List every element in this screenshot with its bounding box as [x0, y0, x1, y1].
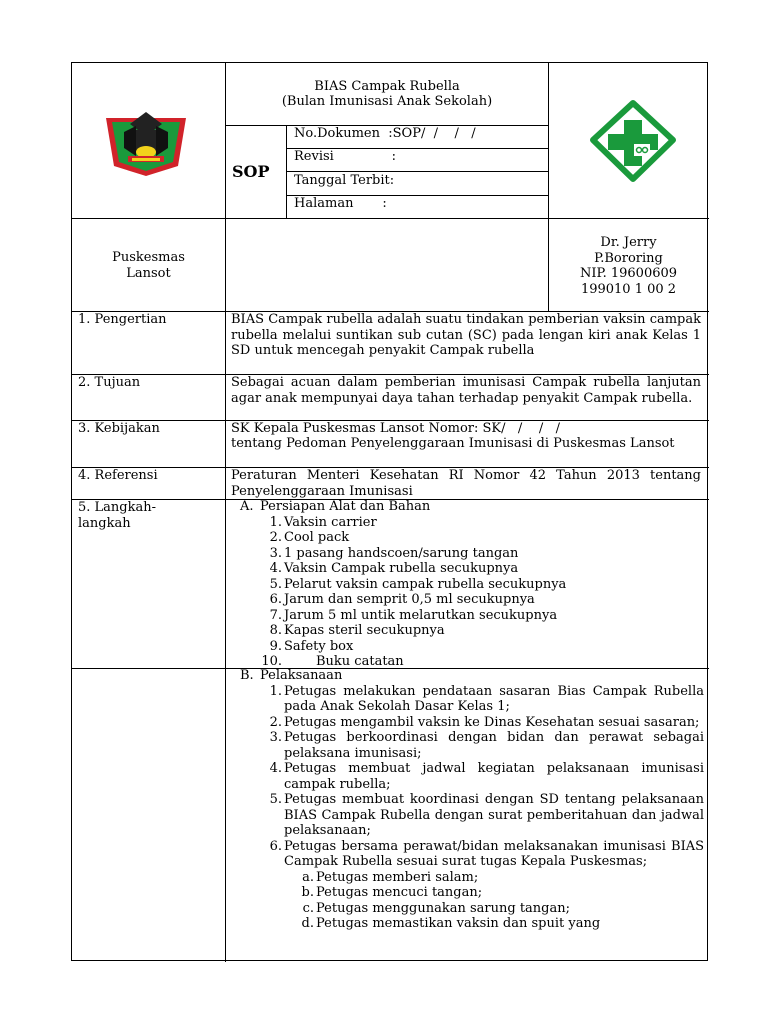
- persiapan-item-text: Buku catatan: [316, 654, 404, 669]
- pelaksanaan-substep-text: Petugas memastikan vaksin dan spuit yang: [316, 916, 601, 931]
- puskesmas-location: Lansot: [126, 266, 171, 281]
- pelaksanaan-step: [226, 761, 704, 792]
- doc-subtitle: (Bulan Imunisasi Anak Sekolah): [281, 94, 493, 109]
- persiapan-item: [226, 577, 704, 593]
- persiapan-item-number: 9.: [269, 638, 282, 654]
- pelaksanaan-substep-number: c.: [302, 900, 314, 916]
- pelaksanaan-step-text: Petugas membuat koordinasi dengan SD tentang pelaksanaan BIAS Campak Rubella dengan surat pemberitahuan dan jadwal pelaksanaan;: [284, 792, 704, 838]
- persiapan-item-number: 3.: [269, 545, 282, 561]
- pelaksanaan-step-text: Petugas berkoordinasi dengan bidan dan perawat sebagai pelaksana imunisasi;: [284, 730, 704, 761]
- persiapan-item: [226, 623, 704, 639]
- signer-nip: NIP. 19600609: [579, 266, 678, 281]
- langkah-label-cont: langkah: [78, 515, 131, 531]
- pelaksanaan-substep: [226, 870, 704, 886]
- persiapan-item-number: 4.: [269, 561, 282, 576]
- pelaksanaan-substep: [226, 901, 704, 917]
- pelaksanaan-substep-text: Petugas mencuci tangan;: [316, 885, 483, 900]
- persiapan-item-text: Vaksin Campak rubella secukupnya: [284, 561, 519, 576]
- pelaksanaan-step-number: 1.: [269, 683, 282, 699]
- persiapan-item-text: Jarum dan semprit 0,5 ml secukupnya: [284, 592, 535, 607]
- persiapan-item: [226, 515, 704, 531]
- persiapan-item: [226, 546, 704, 562]
- persiapan-item-number: 6.: [269, 592, 282, 607]
- pelaksanaan-marker: B.: [240, 668, 254, 683]
- persiapan-item-number: 5.: [269, 576, 282, 592]
- persiapan-marker: A.: [240, 499, 254, 514]
- doc-title: BIAS Campak Rubella: [314, 79, 460, 94]
- persiapan-item-text: Vaksin carrier: [284, 514, 377, 530]
- regency-logo: [102, 108, 190, 178]
- kebijakan-label: 3. Kebijakan: [78, 421, 160, 436]
- pelaksanaan-step-number: 5.: [269, 792, 282, 807]
- persiapan-item: [226, 608, 704, 624]
- signer-surname: P.Bororing: [594, 250, 663, 266]
- pelaksanaan-substep-number: a.: [302, 869, 314, 885]
- sop-label: SOP: [232, 162, 270, 181]
- pengertian-text: BIAS Campak rubella adalah suatu tindakan pemberian vaksin campak rubella melalui suntikan sub cutan (SC) pada lengan kiri anak Kelas 1 SD untuk mencegah penyakit Campak rubella: [231, 312, 701, 358]
- pelaksanaan-step-number: 3.: [269, 730, 282, 745]
- persiapan-item-text: 1 pasang handscoen/sarung tangan: [284, 545, 519, 561]
- pelaksanaan-step-text: Petugas membuat jadwal kegiatan pelaksanaan imunisasi campak rubella;: [284, 761, 704, 792]
- referensi-label: 4. Referensi: [78, 468, 158, 483]
- revisi-field: Revisi :: [294, 149, 397, 164]
- kebijakan-text: tentang Pedoman Penyelenggaraan Imunisasi di Puskesmas Lansot: [231, 436, 675, 451]
- pelaksanaan-substep-number: b.: [301, 885, 314, 900]
- persiapan-item-number: 8.: [269, 623, 282, 638]
- tujuan-text: Sebagai acuan dalam pemberian imunisasi Campak rubella lanjutan agar anak mempunyai daya tahan terhadap penyakit Campak rubella.: [231, 375, 701, 406]
- pelaksanaan-step-number: 6.: [269, 838, 282, 854]
- pelaksanaan-step: [226, 792, 704, 839]
- signer-name: Dr. Jerry: [600, 235, 657, 250]
- persiapan-item-text: Jarum 5 ml untik melarutkan secukupnya: [284, 607, 558, 623]
- persiapan-item: [226, 561, 704, 577]
- persiapan-item: [226, 530, 704, 546]
- tujuan-label: 2. Tujuan: [78, 375, 141, 390]
- persiapan-item-number: 10.: [261, 654, 282, 669]
- pelaksanaan-step-text: Petugas mengambil vaksin ke Dinas Kesehatan sesuai sasaran;: [284, 714, 700, 730]
- pelaksanaan-substep: [226, 916, 704, 932]
- persiapan-item-text: Cool pack: [284, 530, 350, 545]
- persiapan-title: Persiapan Alat dan Bahan: [260, 499, 431, 514]
- persiapan-item: [226, 592, 704, 608]
- no-dokumen-field: No.Dokumen :SOP/ / / /: [294, 126, 476, 141]
- puskesmas-name: Puskesmas: [112, 250, 185, 265]
- kebijakan-sk: SK Kepala Puskesmas Lansot Nomor: SK/ / / /: [231, 421, 560, 436]
- pelaksanaan-step-text: Petugas melakukan pendataan sasaran Bias Campak Rubella pada Anak Sekolah Dasar Kelas 1;: [284, 683, 704, 714]
- persiapan-section: [226, 499, 704, 670]
- signer-nip-cont: 199010 1 00 2: [580, 281, 677, 297]
- pelaksanaan-step-number: 2.: [269, 714, 282, 730]
- pelaksanaan-step: [226, 715, 704, 731]
- pelaksanaan-substep: [226, 885, 704, 901]
- pelaksanaan-step-number: 4.: [269, 761, 282, 776]
- pelaksanaan-step: [226, 839, 704, 870]
- pelaksanaan-substep-text: Petugas memberi salam;: [316, 869, 479, 885]
- tanggal-terbit-field: Tanggal Terbit:: [294, 173, 395, 188]
- persiapan-item-number: 7.: [269, 607, 282, 623]
- halaman-field: Halaman :: [294, 196, 387, 211]
- sop-document: [71, 62, 708, 961]
- persiapan-item-number: 1.: [269, 514, 282, 530]
- pelaksanaan-step: [226, 730, 704, 761]
- puskesmas-logo: [590, 100, 676, 182]
- pelaksanaan-substep-number: d.: [301, 916, 314, 931]
- persiapan-item-number: 2.: [269, 530, 282, 545]
- persiapan-item: [226, 639, 704, 655]
- pelaksanaan-section: [226, 668, 704, 932]
- pelaksanaan-step-text: Petugas bersama perawat/bidan melaksanakan imunisasi BIAS Campak Rubella sesuai surat tugas Kepala Puskesmas;: [284, 838, 704, 869]
- pelaksanaan-step: [226, 684, 704, 715]
- pengertian-label: 1. Pengertian: [78, 312, 167, 327]
- langkah-label: 5. Langkah-: [78, 500, 157, 515]
- persiapan-item-text: Kapas steril secukupnya: [284, 623, 445, 638]
- pelaksanaan-title: Pelaksanaan: [260, 668, 343, 683]
- persiapan-item-text: Pelarut vaksin campak rubella secukupnya: [284, 576, 567, 592]
- persiapan-item-text: Safety box: [284, 638, 354, 654]
- referensi-text: Peraturan Menteri Kesehatan RI Nomor 42 Tahun 2013 tentang Penyelenggaraan Imunisasi: [231, 468, 701, 499]
- pelaksanaan-substep-text: Petugas menggunakan sarung tangan;: [316, 900, 571, 916]
